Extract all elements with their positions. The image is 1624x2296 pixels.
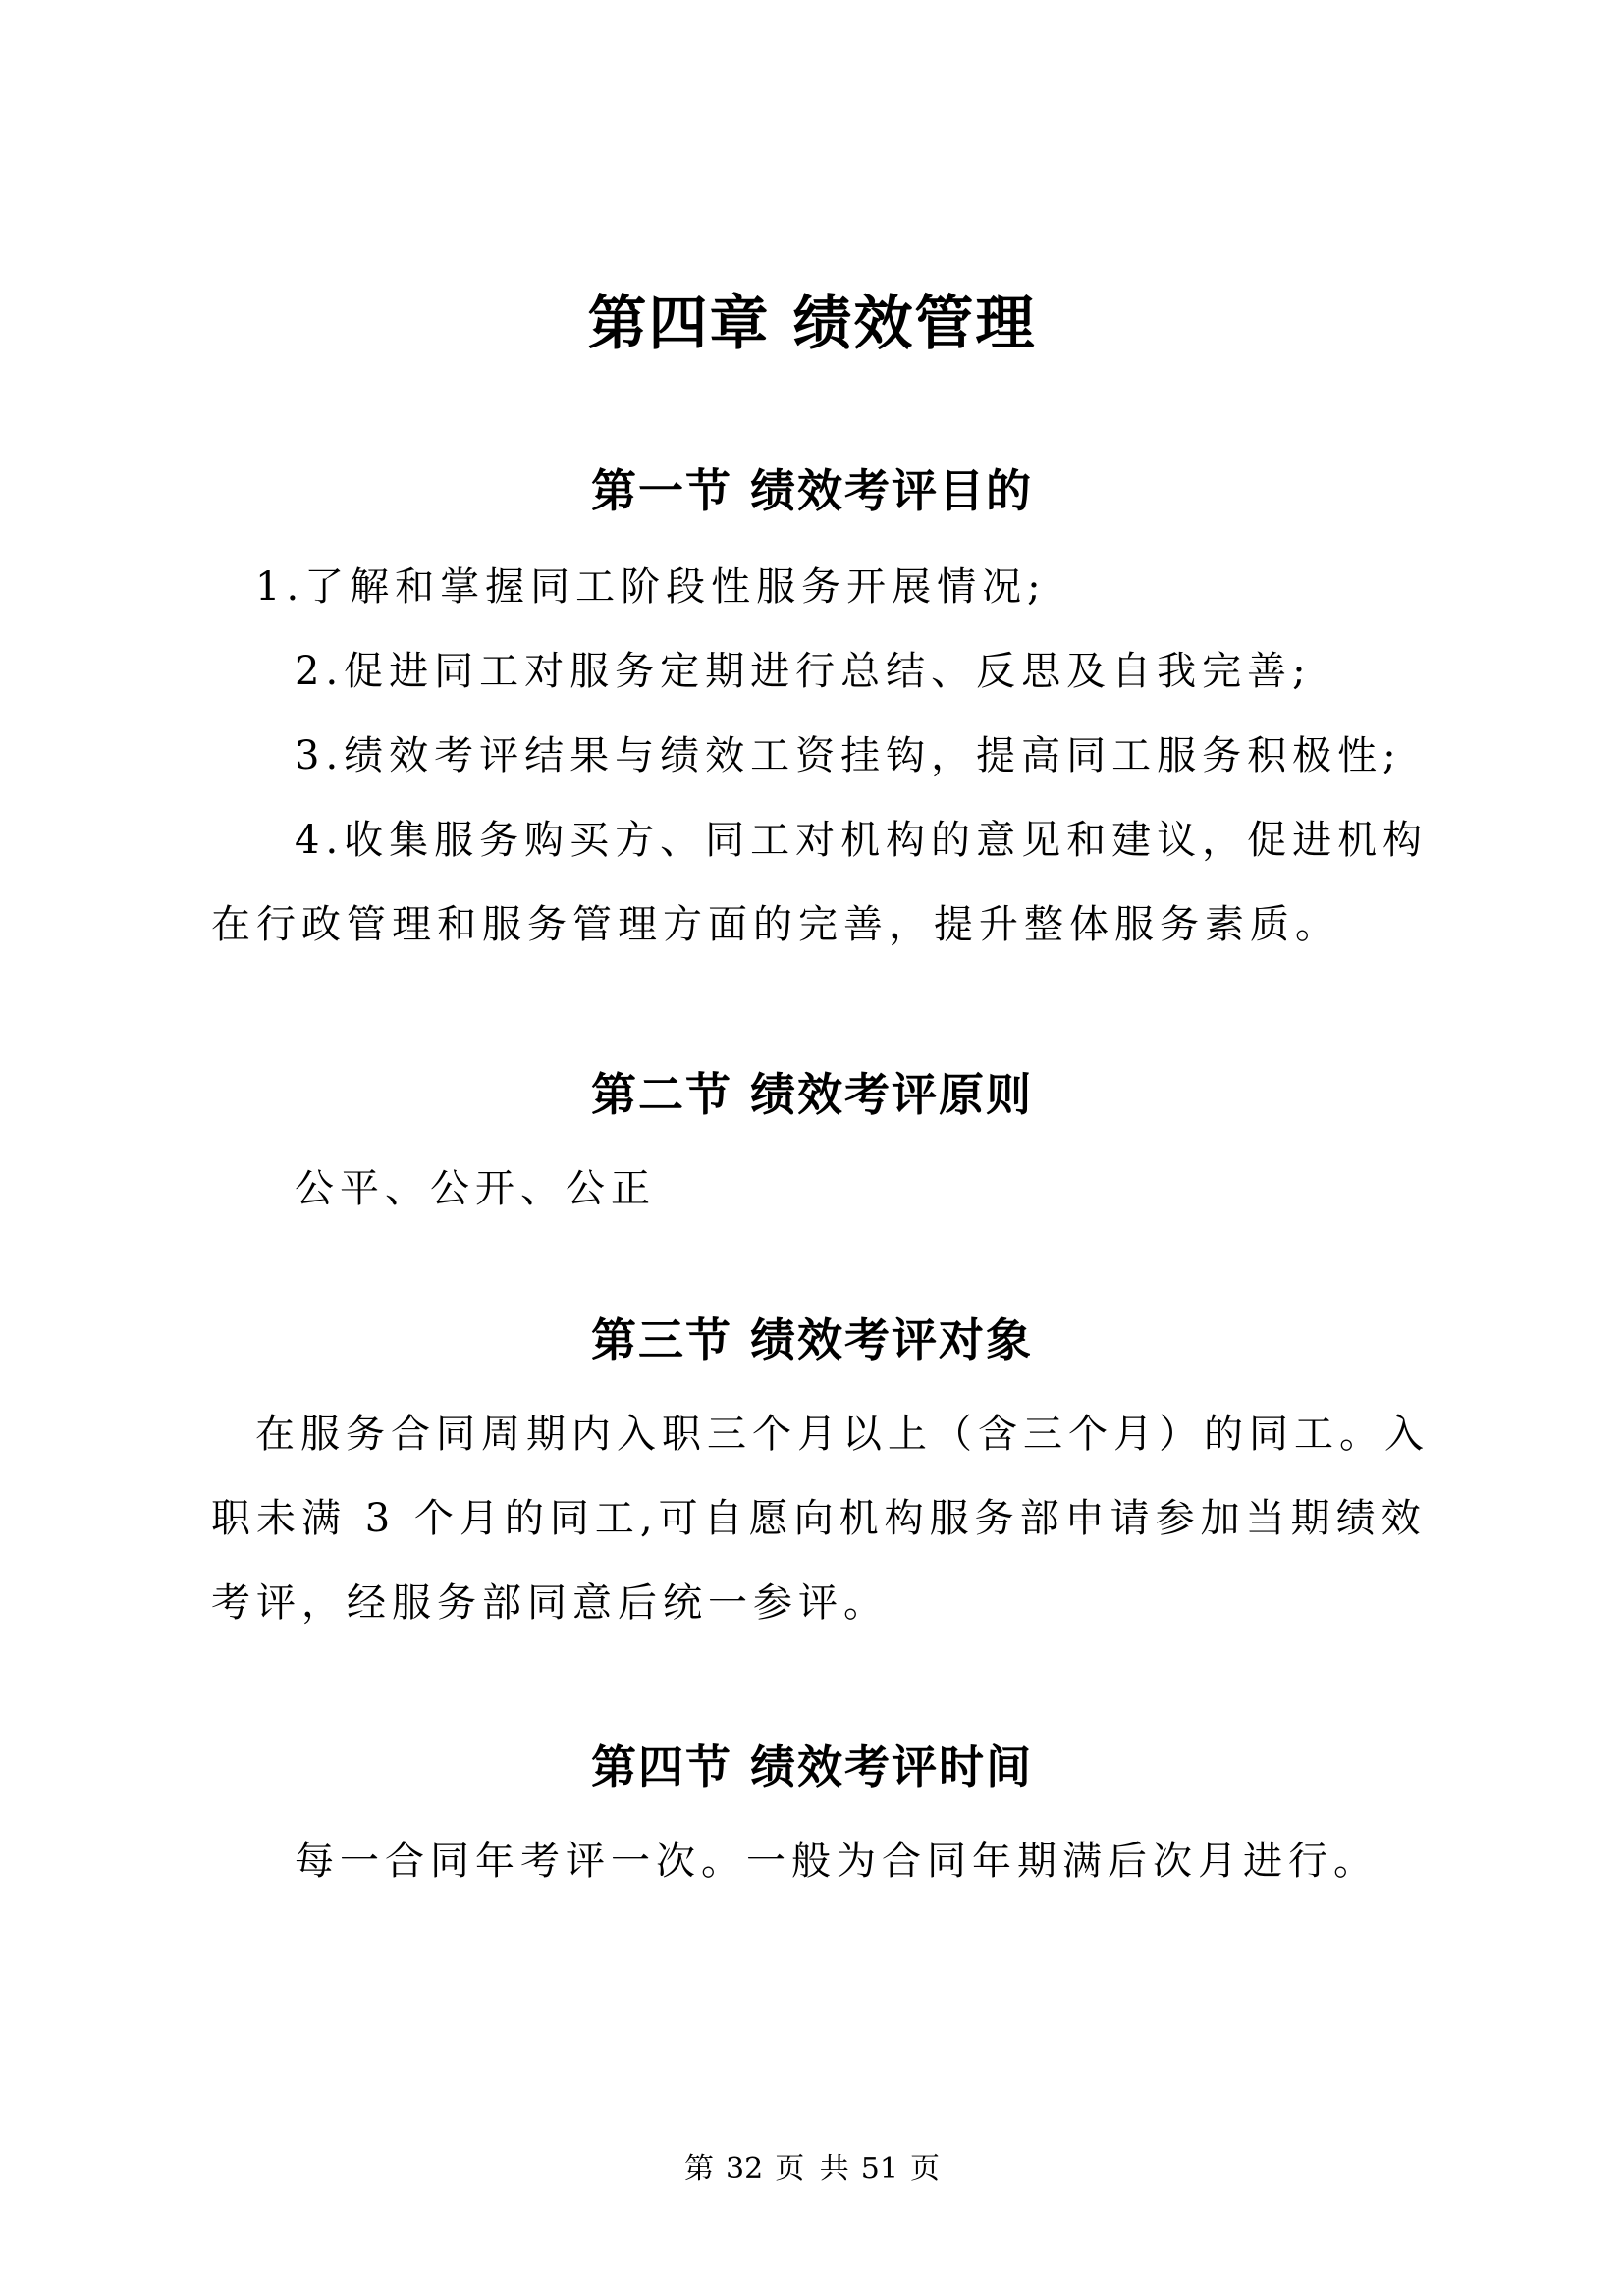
footer-suffix: 页 xyxy=(909,2152,940,2186)
targets-text: 在服务合同周期内入职三个月以上（含三个月）的同工。入职未满 3 个月的同工,可自愿向机构服务部申请参加当期绩效考评，经服务部同意后统一参评。 xyxy=(211,1412,1430,1626)
footer-middle: 页 共 xyxy=(775,2152,849,2186)
footer-prefix: 第 xyxy=(684,2152,715,2186)
time-text: 每一合同年考评一次。一般为合同年期满后次月进行。 xyxy=(295,1839,1379,1884)
section-title-principles: 第二节 绩效考评原则 xyxy=(590,1068,1033,1121)
principles-text: 公平、公开、公正 xyxy=(295,1166,656,1211)
purpose-item-2: 2.促进同工对服务定期进行总结、反思及自我完善; xyxy=(295,649,1312,694)
section-title-time: 第四节 绩效考评时间 xyxy=(590,1740,1033,1793)
purpose-item-3: 3.绩效考评结果与绩效工资挂钩，提高同工服务积极性; xyxy=(295,733,1402,778)
footer-total-pages: 51 xyxy=(860,2152,898,2186)
chapter-title: 第四章 绩效管理 xyxy=(587,290,1037,358)
purpose-item-4: 4.收集服务购买方、同工对机构的意见和建议，促进机构在行政管理和服务管理方面的完善，提升整体服务素质。 xyxy=(211,818,1429,947)
purpose-item-1: 1.了解和掌握同工阶段性服务开展情况; xyxy=(255,564,1047,610)
section-title-purpose: 第一节 绩效考评目的 xyxy=(590,464,1033,517)
page-footer xyxy=(0,2150,1624,2189)
section-title-targets: 第三节 绩效考评对象 xyxy=(590,1313,1033,1366)
footer-page-number: 32 xyxy=(726,2152,764,2186)
